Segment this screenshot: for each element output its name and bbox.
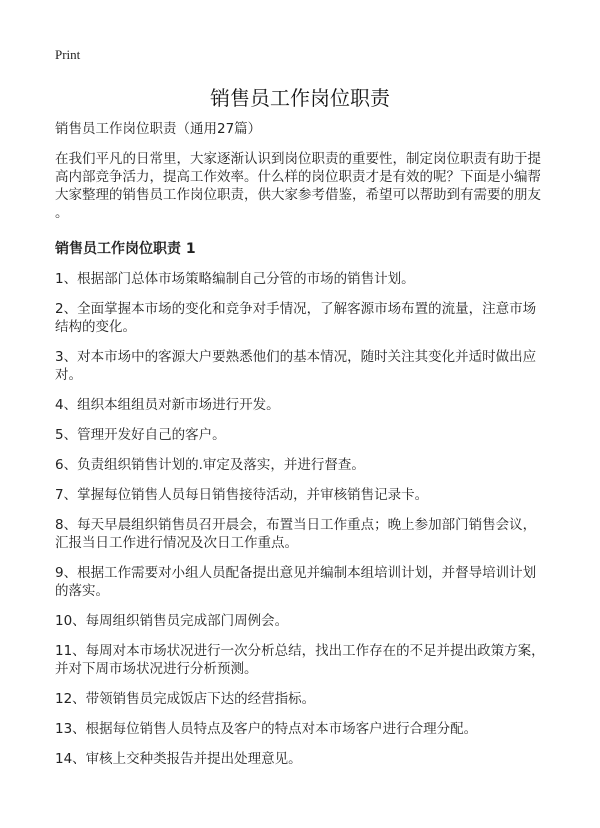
duty-list <box>55 270 555 768</box>
duty-item <box>55 642 555 678</box>
duty-item <box>55 750 555 768</box>
duty-item-line: 4、组织本组组员对新市场进行开发。 <box>55 397 280 413</box>
duty-item-line: 汇报当日工作进行情况及次日工作重点。 <box>55 535 298 551</box>
duty-item <box>55 426 555 444</box>
intro-paragraph <box>55 150 555 222</box>
intro-line: 大家整理的销售员工作岗位职责，供大家参考借鉴，希望可以帮助到有需要的朋友 <box>55 187 541 203</box>
duty-item-line: 的落实。 <box>55 583 109 599</box>
duty-item-line: 14、审核上交种类报告并提出处理意见。 <box>55 751 302 767</box>
duty-item-line: 12、带领销售员完成饭店下达的经营指标。 <box>55 691 316 707</box>
duty-item-line: 结构的变化。 <box>55 319 136 335</box>
duty-item <box>55 516 555 552</box>
subtitle <box>55 120 555 138</box>
subtitle-text: 销售员工作岗位职责（通用27篇） <box>55 121 262 137</box>
duty-item <box>55 690 555 708</box>
intro-line: 。 <box>55 205 69 221</box>
duty-item <box>55 720 555 738</box>
duty-item <box>55 270 555 288</box>
duty-item-line: 对。 <box>55 367 82 383</box>
duty-item <box>55 612 555 630</box>
page-title: 销售员工作岗位职责 <box>210 86 390 110</box>
duty-item-line: 11、每周对本市场状况进行一次分析总结，找出工作存在的不足并提出政策方案， <box>55 643 545 659</box>
duty-item <box>55 348 555 384</box>
duty-item-line: 9、根据工作需要对小组人员配备提出意见并编制本组培训计划，并督导培训计划 <box>55 565 537 581</box>
duty-item-line: 5、管理开发好自己的客户。 <box>55 427 226 443</box>
duty-item <box>55 300 555 336</box>
section-heading: 销售员工作岗位职责 1 <box>55 241 196 257</box>
duty-item <box>55 564 555 600</box>
intro-line: 在我们平凡的日常里，大家逐渐认识到岗位职责的重要性，制定岗位职责有助于提 <box>55 151 541 167</box>
document-body <box>55 120 555 780</box>
duty-item-line: 2、全面掌握本市场的变化和竞争对手情况，了解客源市场布置的流量，注意市场 <box>55 301 537 317</box>
duty-item <box>55 396 555 414</box>
duty-item-line: 13、根据每位销售人员特点及客户的特点对本市场客户进行合理分配。 <box>55 721 478 737</box>
duty-item-line: 8、每天早晨组织销售员召开晨会，布置当日工作重点；晚上参加部门销售会议， <box>55 517 537 533</box>
duty-item-line: 6、负责组织销售计划的.审定及落实，并进行督查。 <box>55 457 365 473</box>
duty-item-line: 并对下周市场状况进行分析预测。 <box>55 661 258 677</box>
duty-item <box>55 486 555 504</box>
duty-item-line: 7、掌握每位销售人员每日销售接待活动，并审核销售记录卡。 <box>55 487 429 503</box>
duty-item <box>55 456 555 474</box>
duty-item-line: 10、每周组织销售员完成部门周例会。 <box>55 613 289 629</box>
duty-item-line: 3、对本市场中的客源大户要熟悉他们的基本情况，随时关注其变化并适时做出应 <box>55 349 537 365</box>
print-link[interactable]: Print <box>55 47 81 62</box>
duty-item-line: 1、根据部门总体市场策略编制自己分管的市场的销售计划。 <box>55 271 415 287</box>
intro-line: 高内部竞争活力，提高工作效率。什么样的岗位职责才是有效的呢？下面是小编帮 <box>55 169 541 185</box>
